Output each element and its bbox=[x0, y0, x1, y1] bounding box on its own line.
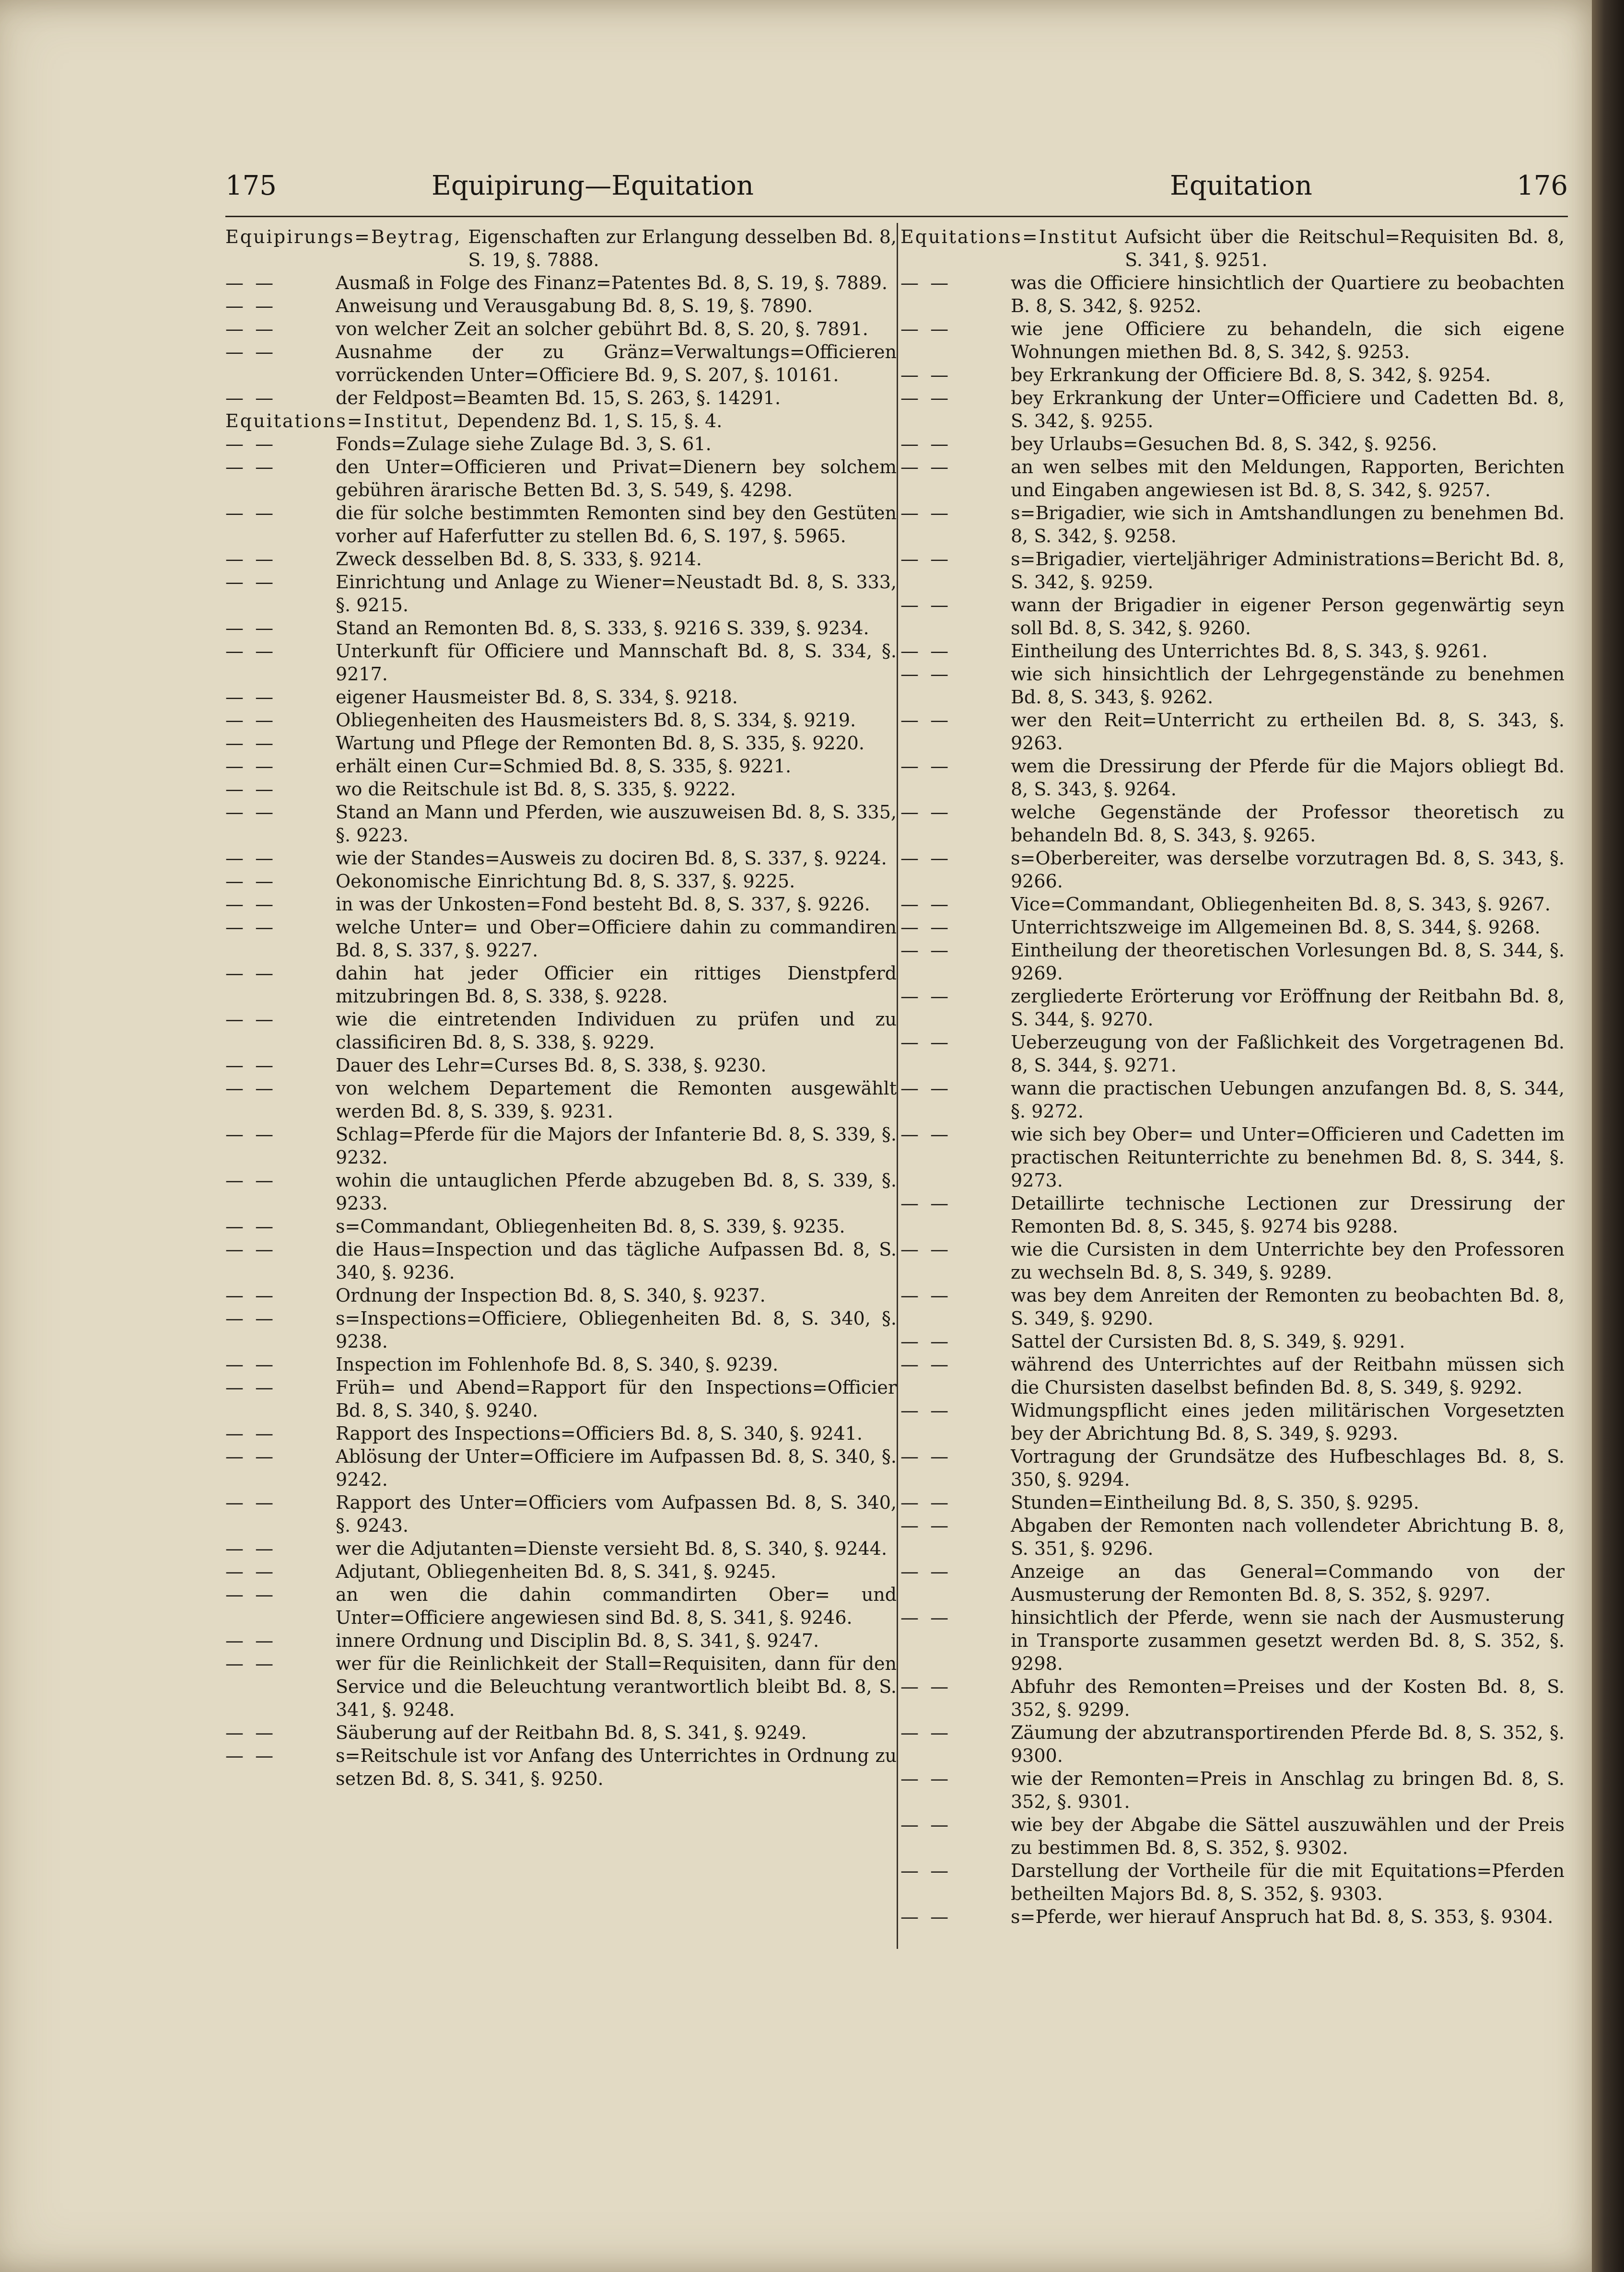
ditto-dash: — — bbox=[225, 1492, 277, 1513]
entry-text: wer für die Reinlichkeit der Stall=Requisiten, dann für den Service und die Beleuchtung verantwortlich bleibt Bd. 8, S. 341, §. 9248. bbox=[336, 1653, 897, 1720]
entry-text: Rapport des Unter=Officiers vom Aufpassen Bd. 8, S. 340, §. 9243. bbox=[336, 1492, 897, 1536]
index-entry bbox=[225, 271, 897, 294]
entry-text: Schlag=Pferde für die Majors der Infanterie Bd. 8, S. 339, §. 9232. bbox=[336, 1124, 897, 1168]
ditto-dash: — — bbox=[900, 318, 952, 339]
entry-text: wer die Adjutanten=Dienste versieht Bd. 8, S. 340, §. 9244. bbox=[336, 1538, 888, 1559]
index-entry bbox=[225, 1123, 897, 1169]
entry-text: s=Inspections=Officiere, Obliegenheiten Bd. 8, S. 340, §. 9238. bbox=[336, 1308, 897, 1352]
entry-text: hinsichtlich der Pferde, wenn sie nach der Ausmusterung in Transporte zusammen gesetzt werden Bd. 8, S. 352, §. 9298. bbox=[1011, 1607, 1565, 1674]
entry-text: wie bey der Abgabe die Sättel auszuwählen und der Preis zu bestimmen Bd. 8, S. 352, §. 9302. bbox=[1011, 1814, 1565, 1858]
index-entry bbox=[225, 1353, 897, 1376]
index-entry bbox=[225, 962, 897, 1008]
entry-text: wie der Standes=Ausweis zu dociren Bd. 8, S. 337, §. 9224. bbox=[336, 848, 887, 869]
entry-text: Vortragung der Grundsätze des Hufbeschlages Bd. 8, S. 350, §. 9294. bbox=[1011, 1446, 1565, 1490]
entry-text: Sattel der Cursisten Bd. 8, S. 349, §. 9291. bbox=[1011, 1331, 1405, 1352]
ditto-dash: — — bbox=[900, 1676, 952, 1697]
ditto-dash: — — bbox=[900, 1768, 952, 1789]
ditto-dash: — — bbox=[900, 1124, 952, 1145]
ditto-dash: — — bbox=[225, 917, 277, 938]
index-entry bbox=[900, 1675, 1565, 1721]
index-entry bbox=[900, 225, 1565, 271]
index-entry bbox=[900, 1445, 1565, 1491]
entry-text: Oekonomische Einrichtung Bd. 8, S. 337, §. 9225. bbox=[336, 871, 795, 892]
entry-text: Abgaben der Remonten nach vollendeter Abrichtung B. 8, S. 351, §. 9296. bbox=[1011, 1515, 1565, 1559]
entry-text: Eintheilung des Unterrichtes Bd. 8, S. 343, §. 9261. bbox=[1011, 641, 1488, 662]
ditto-dash: — — bbox=[225, 272, 277, 293]
entry-text: Anweisung und Verausgabung Bd. 8, S. 19, §. 7890. bbox=[336, 295, 813, 316]
index-entry bbox=[225, 1284, 897, 1307]
entry-text: eigener Hausmeister Bd. 8, S. 334, §. 9218. bbox=[336, 687, 738, 708]
page-number-left: 175 bbox=[225, 170, 277, 201]
entry-text: Ausnahme der zu Gränz=Verwaltungs=Officieren vorrückenden Unter=Officiere Bd. 9, S. 207, §. 10161. bbox=[336, 341, 897, 385]
entry-text: Ausmaß in Folge des Finanz=Patentes Bd. 8, S. 19, §. 7889. bbox=[336, 272, 888, 293]
ditto-dash: — — bbox=[225, 456, 277, 478]
ditto-dash: — — bbox=[900, 1193, 952, 1214]
ditto-dash: — — bbox=[225, 848, 277, 869]
entry-text: Ablösung der Unter=Officiere im Aufpassen Bd. 8, S. 340, §. 9242. bbox=[336, 1446, 897, 1490]
index-entry bbox=[900, 1192, 1565, 1238]
ditto-dash: — — bbox=[900, 664, 952, 685]
entry-text: der Feldpost=Beamten Bd. 15, S. 263, §. 14291. bbox=[336, 387, 781, 408]
ditto-dash: — — bbox=[900, 1722, 952, 1743]
entry-text: während des Unterrichtes auf der Reitbahn müssen sich die Chursisten daselbst befinden Bd. 8, S. 349, §. 9292. bbox=[1011, 1354, 1565, 1398]
index-entry bbox=[900, 939, 1565, 985]
index-entry bbox=[900, 1560, 1565, 1606]
index-entry bbox=[225, 1445, 897, 1491]
index-entry bbox=[225, 1238, 897, 1284]
index-entry bbox=[225, 294, 897, 317]
entry-text: wohin die untauglichen Pferde abzugeben Bd. 8, S. 339, §. 9233. bbox=[336, 1170, 897, 1214]
entry-text: Früh= und Abend=Rapport für den Inspections=Officier Bd. 8, S. 340, §. 9240. bbox=[336, 1377, 897, 1421]
index-entry bbox=[900, 1330, 1565, 1353]
ditto-dash: — — bbox=[900, 756, 952, 777]
ditto-dash: — — bbox=[225, 1584, 277, 1605]
entry-text: Obliegenheiten des Hausmeisters Bd. 8, S. 334, §. 9219. bbox=[336, 710, 856, 731]
entry-text: Unterkunft für Officiere und Mannschaft Bd. 8, S. 334, §. 9217. bbox=[336, 641, 897, 685]
ditto-dash: — — bbox=[225, 1722, 277, 1743]
ditto-dash: — — bbox=[900, 641, 952, 662]
ditto-dash: — — bbox=[900, 1860, 952, 1881]
index-entry bbox=[225, 1422, 897, 1445]
ditto-dash: — — bbox=[900, 502, 952, 524]
header-rule bbox=[225, 216, 1568, 217]
entry-text: Fonds=Zulage siehe Zulage Bd. 3, S. 61. bbox=[336, 433, 712, 454]
column-divider bbox=[897, 223, 898, 1949]
ditto-dash: — — bbox=[225, 1285, 277, 1306]
ditto-dash: — — bbox=[225, 341, 277, 362]
ditto-dash: — — bbox=[900, 1492, 952, 1513]
ditto-dash: — — bbox=[225, 618, 277, 639]
index-entry bbox=[900, 1353, 1565, 1399]
ditto-dash: — — bbox=[225, 387, 277, 408]
entry-text: wie sich hinsichtlich der Lehrgegenstände zu benehmen Bd. 8, S. 343, §. 9262. bbox=[1011, 664, 1565, 708]
index-entry bbox=[225, 501, 897, 548]
ditto-dash: — — bbox=[900, 894, 952, 915]
entry-text: die für solche bestimmten Remonten sind bey den Gestüten vorher auf Haferfutter zu stellen Bd. 6, S. 197, §. 5965. bbox=[336, 502, 897, 547]
entry-text: Wartung und Pflege der Remonten Bd. 8, S. 335, §. 9220. bbox=[336, 733, 865, 754]
page-header bbox=[225, 170, 1568, 213]
index-entry bbox=[225, 548, 897, 571]
index-entry bbox=[900, 1606, 1565, 1675]
index-entry bbox=[900, 1905, 1565, 1928]
entry-text: Stand an Mann und Pferden, wie auszuweisen Bd. 8, S. 335, §. 9223. bbox=[336, 802, 897, 846]
index-entry bbox=[225, 709, 897, 732]
index-entry bbox=[900, 663, 1565, 709]
entry-text: Abfuhr des Remonten=Preises und der Kosten Bd. 8, S. 352, §. 9299. bbox=[1011, 1676, 1565, 1720]
entry-text: den Unter=Officieren und Privat=Dienern bey solchem gebühren ärarische Betten Bd. 3, S. 549, §. 4298. bbox=[336, 456, 897, 501]
ditto-dash: — — bbox=[225, 1561, 277, 1582]
index-entry bbox=[900, 801, 1565, 847]
index-entry bbox=[225, 870, 897, 893]
index-entry bbox=[900, 1514, 1565, 1560]
index-entry bbox=[225, 571, 897, 617]
index-entry bbox=[900, 1767, 1565, 1813]
ditto-dash: — — bbox=[225, 1446, 277, 1467]
index-entry bbox=[225, 1376, 897, 1422]
entry-text: wann die practischen Uebungen anzufangen Bd. 8, S. 344, §. 9272. bbox=[1011, 1078, 1565, 1122]
entry-text: Darstellung der Vortheile für die mit Equitations=Pferden betheilten Majors Bd. 8, S. 352, §. 9303. bbox=[1011, 1860, 1565, 1904]
ditto-dash: — — bbox=[900, 1354, 952, 1375]
ditto-dash: — — bbox=[225, 894, 277, 915]
ditto-dash: — — bbox=[225, 548, 277, 570]
entry-text: wem die Dressirung der Pferde für die Majors obliegt Bd. 8, S. 343, §. 9264. bbox=[1011, 756, 1565, 800]
ditto-dash: — — bbox=[225, 1170, 277, 1191]
index-entry bbox=[900, 1031, 1565, 1077]
ditto-dash: — — bbox=[900, 1446, 952, 1467]
entry-text: Einrichtung und Anlage zu Wiener=Neustadt Bd. 8, S. 333, §. 9215. bbox=[336, 571, 897, 616]
ditto-dash: — — bbox=[900, 1078, 952, 1099]
entry-text: was die Officiere hinsichtlich der Quartiere zu beobachten B. 8, S. 342, §. 9252. bbox=[1011, 272, 1565, 316]
ditto-dash: — — bbox=[900, 710, 952, 731]
index-entry bbox=[225, 778, 897, 801]
index-entry bbox=[900, 1399, 1565, 1445]
entry-heading: Equitations=Institut, bbox=[225, 410, 451, 431]
entry-text: wie der Remonten=Preis in Anschlag zu bringen Bd. 8, S. 352, §. 9301. bbox=[1011, 1768, 1565, 1812]
entry-text: Stand an Remonten Bd. 8, S. 333, §. 9216 S. 339, §. 9234. bbox=[336, 618, 869, 639]
ditto-dash: — — bbox=[900, 1400, 952, 1421]
entry-text: Stunden=Eintheilung Bd. 8, S. 350, §. 9295. bbox=[1011, 1492, 1419, 1513]
entry-text: wie jene Officiere zu behandeln, die sich eigene Wohnungen miethen Bd. 8, S. 342, §. 9253. bbox=[1011, 318, 1565, 362]
entry-text: Detaillirte technische Lectionen zur Dressirung der Remonten Bd. 8, S. 345, §. 9274 bis 9288. bbox=[1011, 1193, 1565, 1237]
index-entry bbox=[900, 755, 1565, 801]
ditto-dash: — — bbox=[900, 387, 952, 408]
entry-text: Unterrichtszweige im Allgemeinen Bd. 8, S. 344, §. 9268. bbox=[1011, 917, 1541, 938]
book-gutter-edge bbox=[1592, 0, 1624, 2272]
ditto-dash: — — bbox=[900, 1331, 952, 1352]
ditto-dash: — — bbox=[900, 1906, 952, 1927]
ditto-dash: — — bbox=[225, 1124, 277, 1145]
entry-text: Rapport des Inspections=Officiers Bd. 8, S. 340, §. 9241. bbox=[336, 1423, 863, 1444]
index-entry bbox=[225, 409, 897, 432]
page-number-right: 176 bbox=[1517, 170, 1568, 201]
ditto-dash: — — bbox=[900, 917, 952, 938]
ditto-dash: — — bbox=[900, 1515, 952, 1536]
index-entry bbox=[900, 432, 1565, 455]
index-entry bbox=[900, 916, 1565, 939]
ditto-dash: — — bbox=[225, 1216, 277, 1237]
entry-text: s=Brigadier, wie sich in Amtshandlungen zu benehmen Bd. 8, S. 342, §. 9258. bbox=[1011, 502, 1565, 547]
ditto-dash: — — bbox=[225, 756, 277, 777]
index-entry bbox=[225, 847, 897, 870]
ditto-dash: — — bbox=[225, 710, 277, 731]
index-entry bbox=[225, 1491, 897, 1537]
entry-text: Ordnung der Inspection Bd. 8, S. 340, §. 9237. bbox=[336, 1285, 766, 1306]
running-title-left: Equipirung—Equitation bbox=[432, 170, 754, 201]
ditto-dash: — — bbox=[900, 986, 952, 1007]
entry-text: wie sich bey Ober= und Unter=Officieren und Cadetten im practischen Reitunterrichte zu benehmen Bd. 8, S. 344, §. 9273. bbox=[1011, 1124, 1565, 1191]
entry-text: Ueberzeugung von der Faßlichkeit des Vorgetragenen Bd. 8, S. 344, §. 9271. bbox=[1011, 1032, 1565, 1076]
index-entry bbox=[225, 617, 897, 640]
ditto-dash: — — bbox=[900, 1561, 952, 1582]
index-entry bbox=[900, 386, 1565, 432]
index-entry bbox=[900, 363, 1565, 386]
entry-text: Dependenz Bd. 1, S. 15, §. 4. bbox=[457, 410, 723, 431]
index-entry bbox=[900, 1284, 1565, 1330]
ditto-dash: — — bbox=[225, 779, 277, 800]
index-entry bbox=[225, 893, 897, 916]
index-entry bbox=[225, 1629, 897, 1652]
index-entry bbox=[900, 1123, 1565, 1192]
ditto-dash: — — bbox=[225, 1745, 277, 1766]
entry-text: welche Unter= und Ober=Officiere dahin zu commandiren Bd. 8, S. 337, §. 9227. bbox=[336, 917, 897, 961]
ditto-dash: — — bbox=[225, 1055, 277, 1076]
ditto-dash: — — bbox=[225, 963, 277, 984]
ditto-dash: — — bbox=[225, 687, 277, 708]
index-entry bbox=[225, 1054, 897, 1077]
ditto-dash: — — bbox=[225, 1078, 277, 1099]
index-entry bbox=[900, 709, 1565, 755]
entry-text: von welcher Zeit an solcher gebührt Bd. 8, S. 20, §. 7891. bbox=[336, 318, 868, 339]
ditto-dash: — — bbox=[225, 1630, 277, 1651]
entry-text: dahin hat jeder Officier ein rittiges Dienstpferd mitzubringen Bd. 8, S. 338, §. 9228. bbox=[336, 963, 897, 1007]
index-entry bbox=[225, 1744, 897, 1790]
entry-text: von welchem Departement die Remonten ausgewählt werden Bd. 8, S. 339, §. 9231. bbox=[336, 1078, 897, 1122]
index-entry bbox=[900, 455, 1565, 501]
index-entry bbox=[900, 501, 1565, 548]
index-entry bbox=[900, 1859, 1565, 1905]
ditto-dash: — — bbox=[900, 456, 952, 478]
entry-text: wann der Brigadier in eigener Person gegenwärtig seyn soll Bd. 8, S. 342, §. 9260. bbox=[1011, 594, 1565, 639]
ditto-dash: — — bbox=[225, 1377, 277, 1398]
index-entry bbox=[225, 732, 897, 755]
ditto-dash: — — bbox=[225, 1538, 277, 1559]
index-entry bbox=[225, 755, 897, 778]
index-entry bbox=[225, 1008, 897, 1054]
index-entry bbox=[225, 1307, 897, 1353]
entry-text: zergliederte Erörterung vor Eröffnung der Reitbahn Bd. 8, S. 344, §. 9270. bbox=[1011, 986, 1565, 1030]
index-entry bbox=[225, 640, 897, 686]
entry-text: s=Pferde, wer hierauf Anspruch hat Bd. 8, S. 353, §. 9304. bbox=[1011, 1906, 1554, 1927]
entry-text: Zweck desselben Bd. 8, S. 333, §. 9214. bbox=[336, 548, 702, 570]
index-entry bbox=[225, 225, 897, 271]
ditto-dash: — — bbox=[225, 1239, 277, 1260]
ditto-dash: — — bbox=[225, 433, 277, 454]
entry-text: in was der Unkosten=Fond besteht Bd. 8, S. 337, §. 9226. bbox=[336, 894, 870, 915]
entry-text: bey Erkrankung der Unter=Officiere und Cadetten Bd. 8, S. 342, §. 9255. bbox=[1011, 387, 1565, 431]
entry-text: Dauer des Lehr=Curses Bd. 8, S. 338, §. 9230. bbox=[336, 1055, 767, 1076]
index-entry bbox=[900, 594, 1565, 640]
entry-text: s=Commandant, Obliegenheiten Bd. 8, S. 339, §. 9235. bbox=[336, 1216, 845, 1237]
index-entry bbox=[900, 847, 1565, 893]
index-entry bbox=[225, 1560, 897, 1583]
entry-text: an wen die dahin commandirten Ober= und Unter=Officiere angewiesen sind Bd. 8, S. 341, §. 9246. bbox=[336, 1584, 897, 1628]
ditto-dash: — — bbox=[900, 1814, 952, 1835]
entry-text: erhält einen Cur=Schmied Bd. 8, S. 335, §. 9221. bbox=[336, 756, 792, 777]
entry-text: wo die Reitschule ist Bd. 8, S. 335, §. 9222. bbox=[336, 779, 736, 800]
entry-text: Vice=Commandant, Obliegenheiten Bd. 8, S. 343, §. 9267. bbox=[1011, 894, 1551, 915]
ditto-dash: — — bbox=[900, 1239, 952, 1260]
ditto-dash: — — bbox=[900, 802, 952, 823]
entry-heading: Equipirungs=Beytrag, bbox=[225, 226, 462, 247]
index-entry bbox=[900, 640, 1565, 663]
index-entry bbox=[225, 686, 897, 709]
entry-text: Säuberung auf der Reitbahn Bd. 8, S. 341, §. 9249. bbox=[336, 1722, 807, 1743]
ditto-dash: — — bbox=[900, 433, 952, 454]
ditto-dash: — — bbox=[225, 318, 277, 339]
index-entry bbox=[225, 916, 897, 962]
entry-text: was bey dem Anreiten der Remonten zu beobachten Bd. 8, S. 349, §. 9290. bbox=[1011, 1285, 1565, 1329]
running-title-right: Equitation bbox=[1170, 170, 1312, 201]
ditto-dash: — — bbox=[900, 848, 952, 869]
entry-text: innere Ordnung und Disciplin Bd. 8, S. 341, §. 9247. bbox=[336, 1630, 819, 1651]
index-entry bbox=[900, 1813, 1565, 1859]
index-entry bbox=[900, 893, 1565, 916]
entry-text: bey Erkrankung der Officiere Bd. 8, S. 342, §. 9254. bbox=[1011, 364, 1491, 385]
entry-text: Aufsicht über die Reitschul=Requisiten Bd. 8, S. 341, §. 9251. bbox=[1125, 226, 1565, 270]
index-entry bbox=[225, 455, 897, 501]
entry-text: wie die Cursisten in dem Unterrichte bey den Professoren zu wechseln Bd. 8, S. 349, §. 9289. bbox=[1011, 1239, 1565, 1283]
ditto-dash: — — bbox=[225, 1354, 277, 1375]
entry-text: Zäumung der abzutransportirenden Pferde Bd. 8, S. 352, §. 9300. bbox=[1011, 1722, 1565, 1766]
ditto-dash: — — bbox=[225, 1308, 277, 1329]
ditto-dash: — — bbox=[225, 733, 277, 754]
entry-heading: Equitations=Institut bbox=[900, 226, 1119, 247]
index-entry bbox=[225, 1537, 897, 1560]
ditto-dash: — — bbox=[225, 502, 277, 524]
ditto-dash: — — bbox=[900, 272, 952, 293]
index-entry bbox=[900, 1238, 1565, 1284]
index-entry bbox=[225, 386, 897, 409]
index-entry bbox=[900, 548, 1565, 594]
entry-text: s=Brigadier, vierteljähriger Administrations=Bericht Bd. 8, S. 342, §. 9259. bbox=[1011, 548, 1565, 593]
ditto-dash: — — bbox=[225, 1009, 277, 1030]
entry-text: Adjutant, Obliegenheiten Bd. 8, S. 341, §. 9245. bbox=[336, 1561, 777, 1582]
index-entry bbox=[225, 340, 897, 386]
ditto-dash: — — bbox=[900, 1285, 952, 1306]
ditto-dash: — — bbox=[225, 1653, 277, 1674]
entry-text: wie die eintretenden Individuen zu prüfen und zu classificiren Bd. 8, S. 338, §. 9229. bbox=[336, 1009, 897, 1053]
right-column bbox=[900, 225, 1565, 1928]
index-entry bbox=[900, 317, 1565, 363]
ditto-dash: — — bbox=[225, 802, 277, 823]
ditto-dash: — — bbox=[900, 594, 952, 616]
ditto-dash: — — bbox=[225, 641, 277, 662]
ditto-dash: — — bbox=[225, 571, 277, 593]
index-entry bbox=[225, 317, 897, 340]
index-entry bbox=[225, 1652, 897, 1721]
entry-text: welche Gegenstände der Professor theoretisch zu behandeln Bd. 8, S. 343, §. 9265. bbox=[1011, 802, 1565, 846]
ditto-dash: — — bbox=[225, 871, 277, 892]
index-entry bbox=[225, 1583, 897, 1629]
entry-text: s=Reitschule ist vor Anfang des Unterrichtes in Ordnung zu setzen Bd. 8, S. 341, §. 9250. bbox=[336, 1745, 897, 1789]
entry-text: Eintheilung der theoretischen Vorlesungen Bd. 8, S. 344, §. 9269. bbox=[1011, 940, 1565, 984]
index-entry bbox=[225, 1721, 897, 1744]
index-entry bbox=[225, 1215, 897, 1238]
entry-text: Inspection im Fohlenhofe Bd. 8, S. 340, §. 9239. bbox=[336, 1354, 779, 1375]
index-entry bbox=[225, 1077, 897, 1123]
ditto-dash: — — bbox=[900, 548, 952, 570]
index-entry bbox=[900, 985, 1565, 1031]
entry-text: wer den Reit=Unterricht zu ertheilen Bd. 8, S. 343, §. 9263. bbox=[1011, 710, 1565, 754]
ditto-dash: — — bbox=[900, 940, 952, 961]
entry-text: die Haus=Inspection und das tägliche Aufpassen Bd. 8, S. 340, §. 9236. bbox=[336, 1239, 897, 1283]
index-entry bbox=[900, 1077, 1565, 1123]
index-entry bbox=[225, 1169, 897, 1215]
entry-text: Widmungspflicht eines jeden militärischen Vorgesetzten bey der Abrichtung Bd. 8, S. 349, §. 9293. bbox=[1011, 1400, 1565, 1444]
index-entry bbox=[225, 432, 897, 455]
left-column bbox=[225, 225, 897, 1790]
index-entry bbox=[225, 801, 897, 847]
index-entry bbox=[900, 271, 1565, 317]
entry-text: s=Oberbereiter, was derselbe vorzutragen Bd. 8, S. 343, §. 9266. bbox=[1011, 848, 1565, 892]
ditto-dash: — — bbox=[900, 1607, 952, 1628]
entry-text: Anzeige an das General=Commando von der Ausmusterung der Remonten Bd. 8, S. 352, §. 9297. bbox=[1011, 1561, 1565, 1605]
ditto-dash: — — bbox=[900, 1032, 952, 1053]
ditto-dash: — — bbox=[225, 1423, 277, 1444]
index-entry bbox=[900, 1491, 1565, 1514]
ditto-dash: — — bbox=[225, 295, 277, 316]
entry-text: Eigenschaften zur Erlangung desselben Bd. 8, S. 19, §. 7888. bbox=[468, 226, 897, 270]
entry-text: bey Urlaubs=Gesuchen Bd. 8, S. 342, §. 9256. bbox=[1011, 433, 1437, 454]
ditto-dash: — — bbox=[900, 364, 952, 385]
index-entry bbox=[900, 1721, 1565, 1767]
entry-text: an wen selbes mit den Meldungen, Rapporten, Berichten und Eingaben angewiesen ist Bd. 8, S. 342, §. 9257. bbox=[1011, 456, 1565, 501]
